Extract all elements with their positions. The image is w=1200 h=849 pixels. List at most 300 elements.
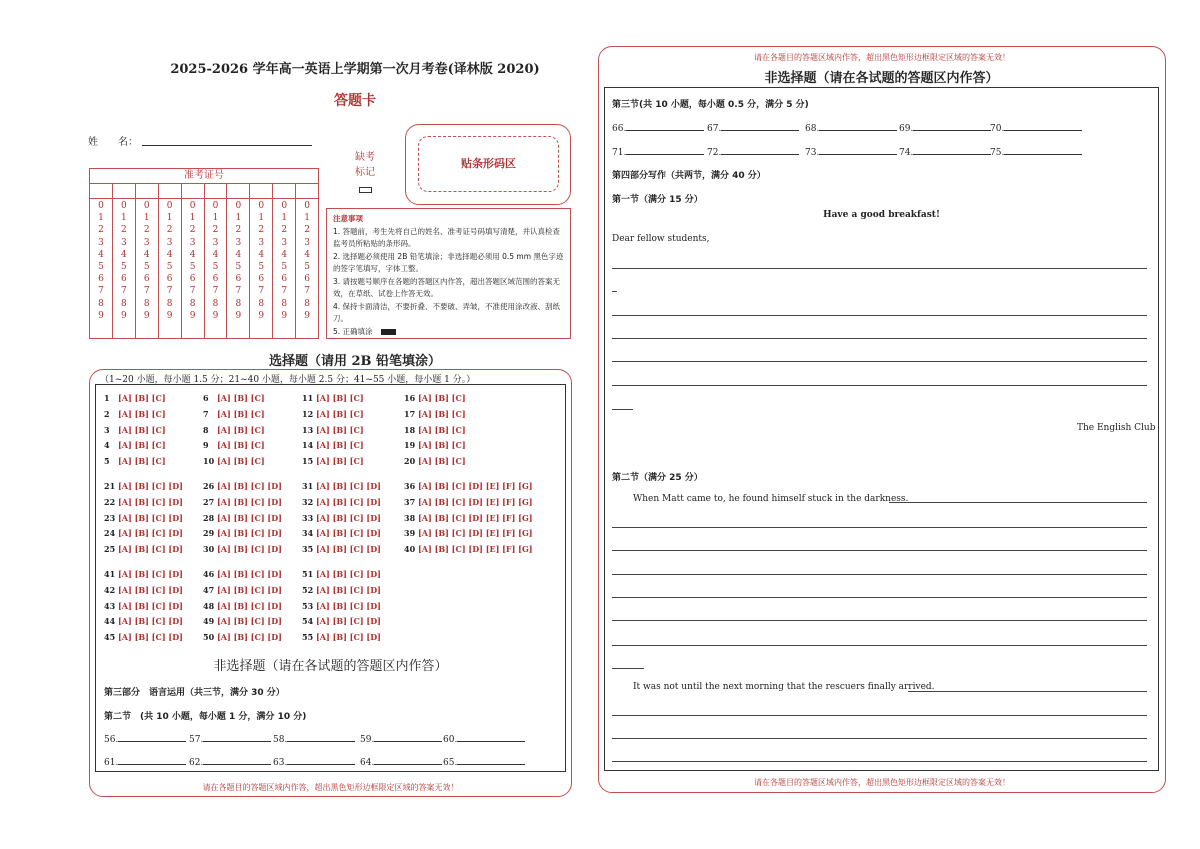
answer-bubbles[interactable]: [A] [B] [C] <box>316 456 364 467</box>
exam-id-digit-bubble[interactable]: 8 <box>98 298 104 309</box>
question-51[interactable] <box>302 569 381 579</box>
exam-id-digit-bubble[interactable]: 0 <box>212 201 219 211</box>
answer-bubbles[interactable]: [A] [B] [C] [D] <box>316 481 381 491</box>
question-34[interactable] <box>302 528 381 538</box>
answer-bubbles[interactable]: [A] [B] [C] [D] <box>316 512 381 523</box>
blank-line[interactable] <box>374 756 442 765</box>
writing-line[interactable] <box>612 361 1147 362</box>
question-21[interactable] <box>104 481 183 491</box>
exam-id-digit-bubble[interactable]: 0 <box>189 201 196 211</box>
exam-id-entry-cell[interactable] <box>136 184 159 198</box>
question-number: 2 <box>104 408 110 419</box>
question-40[interactable] <box>404 544 533 554</box>
exam-id-digit-bubble[interactable]: 5 <box>235 262 242 273</box>
exam-id-digit-bubble[interactable]: 6 <box>98 274 104 285</box>
question-24[interactable] <box>104 528 183 538</box>
writing-line[interactable] <box>612 527 1147 528</box>
exam-id-digit-bubble[interactable]: 3 <box>258 237 265 248</box>
exam-id-entry-cell[interactable] <box>182 184 205 198</box>
exam-id-digit-bubble[interactable]: 9 <box>120 310 127 321</box>
exam-id-digit-bubble[interactable]: 8 <box>143 298 150 309</box>
exam-id-digit-bubble[interactable]: 0 <box>258 201 265 211</box>
answer-bubbles[interactable]: [A] [B] [C] [D] <box>316 584 381 595</box>
blank-line[interactable] <box>287 733 355 742</box>
question-10[interactable] <box>203 456 265 466</box>
question-4[interactable] <box>104 440 166 450</box>
answer-bubbles[interactable]: [A] [B] [C] [D] <box>217 569 282 579</box>
blank-line[interactable] <box>819 146 897 155</box>
exam-id-entry-cell[interactable] <box>250 184 273 198</box>
blank-line[interactable] <box>721 146 799 155</box>
exam-id-digit-bubble[interactable]: 6 <box>189 274 196 285</box>
exam-id-digit-bubble[interactable]: 7 <box>258 286 265 297</box>
fill-blank-63[interactable] <box>273 756 355 768</box>
exam-id-digit-bubble[interactable]: 3 <box>281 237 288 248</box>
exam-id-digit-bubble[interactable]: 6 <box>212 274 219 285</box>
question-37[interactable] <box>404 497 533 507</box>
exam-id-digit-bubble[interactable]: 6 <box>143 274 150 285</box>
exam-id-digit-bubble[interactable]: 3 <box>235 237 242 248</box>
answer-bubbles[interactable]: [A] [B] [C] <box>316 393 364 403</box>
answer-bubbles[interactable]: [A] [B] [C] [D] <box>316 600 381 611</box>
blank-line[interactable] <box>118 733 186 742</box>
answer-bubbles[interactable]: [A] [B] [C] [D] <box>316 616 381 627</box>
fill-blank-57[interactable] <box>189 733 271 745</box>
exam-id-digit-bubble[interactable]: 5 <box>189 262 196 273</box>
exam-id-digit-bubble[interactable]: 2 <box>304 225 310 236</box>
question-15[interactable] <box>302 456 364 466</box>
exam-id-digit-bubble[interactable]: 4 <box>189 249 196 260</box>
question-28[interactable] <box>203 513 282 523</box>
exam-id-digit-bubble[interactable]: 0 <box>120 201 127 211</box>
question-52[interactable] <box>302 585 381 595</box>
exam-id-digit-bubble[interactable]: 8 <box>258 298 265 309</box>
answer-bubbles[interactable]: [A] [B] [C] [D] [E] [F] [G] <box>418 496 533 507</box>
writing-line[interactable] <box>889 502 1147 503</box>
exam-id-digit-bubble[interactable]: 7 <box>143 286 150 297</box>
exam-id-digit-bubble[interactable]: 2 <box>98 225 104 236</box>
exam-id-digit-bubble[interactable]: 4 <box>304 249 310 260</box>
exam-id-digit-bubble[interactable]: 9 <box>166 310 173 321</box>
exam-id-digit-bubble[interactable]: 7 <box>120 286 127 297</box>
question-36[interactable] <box>404 481 533 491</box>
blank-line[interactable] <box>721 122 799 131</box>
exam-id-digit-bubble[interactable]: 6 <box>304 274 310 285</box>
question-38[interactable] <box>404 513 533 523</box>
answer-bubbles[interactable]: [A] [B] [C] [D] <box>118 569 183 579</box>
writing-line[interactable] <box>908 691 1147 692</box>
exam-id-digit-bubble[interactable]: 8 <box>189 298 196 309</box>
exam-id-entry-cell[interactable] <box>227 184 250 198</box>
exam-id-digit-bubble[interactable]: 5 <box>281 262 288 273</box>
answer-bubbles[interactable]: [A] [B] [C] <box>418 456 466 467</box>
exam-id-digit-bubble[interactable]: 1 <box>212 213 219 224</box>
question-5[interactable] <box>104 456 166 466</box>
question-12[interactable] <box>302 409 364 419</box>
answer-bubbles[interactable]: [A] [B] [C] [D] <box>316 544 381 555</box>
question-26[interactable] <box>203 481 282 491</box>
writing-line[interactable] <box>612 409 633 410</box>
exam-id-digit-bubble[interactable]: 1 <box>98 213 104 224</box>
question-14[interactable] <box>302 440 364 450</box>
blank-line[interactable] <box>1004 122 1082 131</box>
exam-id-digit-bubble[interactable]: 2 <box>120 225 127 236</box>
exam-id-digit-bubble[interactable]: 8 <box>212 298 219 309</box>
exam-id-digit-bubble[interactable]: 0 <box>235 201 242 211</box>
question-22[interactable] <box>104 497 183 507</box>
exam-id-digit-bubble[interactable]: 6 <box>258 274 265 285</box>
fill-blank-60[interactable] <box>443 733 525 745</box>
question-19[interactable] <box>404 440 466 450</box>
exam-id-digit-bubble[interactable]: 4 <box>143 249 150 260</box>
answer-bubbles[interactable]: [A] [B] [C] [D] <box>316 496 381 507</box>
exam-id-digit-bubble[interactable]: 2 <box>143 225 150 236</box>
writing-line[interactable] <box>612 761 1147 762</box>
question-9[interactable] <box>203 440 265 450</box>
question-30[interactable] <box>203 544 282 554</box>
fill-blank-74[interactable] <box>899 146 991 158</box>
answer-bubbles[interactable]: [A] [B] [C] [D] [E] [F] [G] <box>418 512 533 523</box>
fill-blank-70[interactable] <box>990 122 1082 134</box>
exam-id-digit-bubble[interactable]: 3 <box>304 237 310 248</box>
question-53[interactable] <box>302 601 381 611</box>
exam-id-digit-bubble[interactable]: 9 <box>98 310 104 321</box>
answer-bubbles[interactable]: [A] [B] [C] <box>217 393 265 403</box>
writing-line[interactable] <box>612 574 1147 575</box>
answer-bubbles[interactable]: [A] [B] [C] [D] <box>118 544 183 555</box>
question-17[interactable] <box>404 409 466 419</box>
question-number: 44 <box>104 616 116 627</box>
writing-line[interactable] <box>612 315 1147 316</box>
question-7[interactable] <box>203 409 265 419</box>
blank-number: 60. <box>443 735 458 745</box>
exam-id-digit-bubble[interactable]: 6 <box>166 274 173 285</box>
writing1-title: Have a good breakfast! <box>823 210 940 220</box>
question-8[interactable] <box>203 425 265 435</box>
question-46[interactable] <box>203 569 282 579</box>
blank-line[interactable] <box>457 733 525 742</box>
question-20[interactable] <box>404 456 466 466</box>
exam-id-digit-bubble[interactable]: 5 <box>120 262 127 273</box>
exam-id-digit-bubble[interactable]: 7 <box>166 286 173 297</box>
exam-id-digit-bubble[interactable]: 2 <box>212 225 219 236</box>
exam-id-digit-bubble[interactable]: 8 <box>281 298 288 309</box>
exam-id-digit-bubble[interactable]: 3 <box>189 237 196 248</box>
exam-id-digit-bubble[interactable]: 9 <box>235 310 242 321</box>
blank-line[interactable] <box>913 146 991 155</box>
exam-id-digit-bubble[interactable]: 1 <box>258 213 265 224</box>
blank-line[interactable] <box>287 756 355 765</box>
exam-id-digit-bubble[interactable]: 3 <box>143 237 150 248</box>
exam-id-digit-bubble[interactable]: 7 <box>98 286 104 297</box>
question-32[interactable] <box>302 497 381 507</box>
exam-id-digit-bubble[interactable]: 8 <box>304 298 310 309</box>
question-45[interactable] <box>104 632 183 642</box>
writing-line[interactable] <box>612 550 1147 551</box>
writing-line[interactable] <box>612 268 1147 269</box>
answer-bubbles[interactable]: [A] [B] [C] <box>316 424 364 435</box>
exam-id-digit-bubble[interactable]: 2 <box>189 225 196 236</box>
blank-line[interactable] <box>374 733 442 742</box>
exam-id-digit-bubble[interactable]: 4 <box>235 249 242 260</box>
fill-blank-62[interactable] <box>189 756 271 768</box>
exam-id-entry-cell[interactable] <box>90 184 113 198</box>
exam-id-digit-bubble[interactable]: 0 <box>143 201 150 211</box>
writing-line[interactable] <box>612 597 1147 598</box>
exam-id-digit-bubble[interactable]: 0 <box>281 201 288 211</box>
exam-id-digit-bubble[interactable]: 1 <box>304 213 310 224</box>
fill-blank-73[interactable] <box>805 146 897 158</box>
exam-id-entry-cell[interactable] <box>159 184 182 198</box>
writing-line[interactable] <box>612 338 1147 339</box>
exam-id-digit-bubble[interactable]: 2 <box>281 225 288 236</box>
exam-id-digit-bubble[interactable]: 7 <box>281 286 288 297</box>
answer-bubbles[interactable]: [A] [B] [C] [D] <box>217 528 282 539</box>
fill-blank-69[interactable] <box>899 122 991 134</box>
exam-id-digit-bubble[interactable]: 1 <box>120 213 127 224</box>
question-2[interactable] <box>104 409 166 419</box>
exam-id-digit-bubble[interactable]: 1 <box>166 213 173 224</box>
exam-id-digit-bubble[interactable]: 3 <box>98 237 104 248</box>
exam-id-digit-bubble[interactable]: 4 <box>120 249 127 260</box>
section3-heading: 第三节(共 10 小题，每小题 0.5 分，满分 5 分) <box>612 100 809 110</box>
answer-bubbles[interactable]: [A] [B] [C] <box>418 440 466 451</box>
exam-id-digit-bubble[interactable]: 5 <box>212 262 219 273</box>
exam-id-digit-bubble[interactable]: 6 <box>235 274 242 285</box>
blank-line[interactable] <box>203 756 271 765</box>
answer-bubbles[interactable]: [A] [B] [C] [D] <box>316 528 381 539</box>
answer-bubbles[interactable]: [A] [B] [C] [D] <box>118 632 183 643</box>
exam-id-digit-bubble[interactable]: 3 <box>212 237 219 248</box>
answer-bubbles[interactable]: [A] [B] [C] <box>418 408 466 419</box>
question-1[interactable] <box>104 393 166 403</box>
answer-bubbles[interactable]: [A] [B] [C] <box>118 424 166 435</box>
exam-id-digit-bubble[interactable]: 9 <box>304 310 310 321</box>
exam-id-digit-bubble[interactable]: 9 <box>212 310 219 321</box>
writing-line[interactable] <box>612 620 1147 621</box>
question-48[interactable] <box>203 601 282 611</box>
question-number: 47 <box>203 584 215 595</box>
exam-id-digit-bubble[interactable]: 5 <box>98 262 104 273</box>
exam-id-grid[interactable] <box>89 168 319 339</box>
missing-mark-checkbox[interactable] <box>359 187 372 193</box>
blank-number: 73. <box>805 148 820 158</box>
answer-bubbles[interactable]: [A] [B] [C] <box>418 424 466 435</box>
exam-id-digit-bubble[interactable]: 5 <box>258 262 265 273</box>
blank-line[interactable] <box>203 733 271 742</box>
answer-bubbles[interactable]: [A] [B] [C] <box>118 408 166 419</box>
question-13[interactable] <box>302 425 364 435</box>
question-43[interactable] <box>104 601 183 611</box>
exam-id-digit-bubble[interactable]: 9 <box>258 310 265 321</box>
exam-id-digit-bubble[interactable]: 8 <box>120 298 127 309</box>
exam-id-entry-cell[interactable] <box>113 184 136 198</box>
answer-bubbles[interactable]: [A] [B] [C] [D] <box>118 481 183 491</box>
exam-id-entry-cell[interactable] <box>296 184 318 198</box>
blank-number: 66. <box>612 124 627 134</box>
question-50[interactable] <box>203 632 282 642</box>
exam-id-digit-bubble[interactable]: 1 <box>235 213 242 224</box>
exam-id-digit-bubble[interactable]: 8 <box>166 298 173 309</box>
exam-id-digit-bubble[interactable]: 6 <box>120 274 127 285</box>
exam-id-digit-bubble[interactable]: 2 <box>235 225 242 236</box>
fill-blank-59[interactable] <box>360 733 442 745</box>
exam-id-digit-bubble[interactable]: 1 <box>189 213 196 224</box>
fill-blank-65[interactable] <box>443 756 525 768</box>
fill-blank-71[interactable] <box>612 146 704 158</box>
exam-id-digit-bubble[interactable]: 4 <box>212 249 219 260</box>
question-6[interactable] <box>203 393 265 403</box>
answer-bubbles[interactable]: [A] [B] [C] [D] <box>217 616 282 627</box>
blank-line[interactable] <box>626 122 704 131</box>
writing-line[interactable] <box>612 291 617 292</box>
question-55[interactable] <box>302 632 381 642</box>
answer-bubbles[interactable]: [A] [B] [C] <box>118 393 166 403</box>
answer-bubbles[interactable]: [A] [B] [C] <box>118 440 166 451</box>
exam-id-digit-bubble[interactable]: 7 <box>189 286 196 297</box>
question-number: 51 <box>302 569 314 579</box>
fill-blank-64[interactable] <box>360 756 442 768</box>
exam-id-digit-bubble[interactable]: 5 <box>143 262 150 273</box>
fill-blank-56[interactable] <box>104 733 186 745</box>
exam-id-digit-bubble[interactable]: 9 <box>281 310 288 321</box>
answer-bubbles[interactable]: [A] [B] [C] [D] <box>118 512 183 523</box>
exam-id-digit-bubble[interactable]: 0 <box>98 201 104 211</box>
answer-bubbles[interactable]: [A] [B] [C] [D] <box>316 632 381 643</box>
answer-bubbles[interactable]: [A] [B] [C] [D] <box>118 616 183 627</box>
fill-blank-61[interactable] <box>104 756 186 768</box>
question-27[interactable] <box>203 497 282 507</box>
writing-line[interactable] <box>612 645 1147 646</box>
question-number: 13 <box>302 424 314 435</box>
exam-id-digit-bubble[interactable]: 3 <box>166 237 173 248</box>
answer-bubbles[interactable]: [A] [B] [C] [D] [E] [F] [G] <box>418 528 533 539</box>
exam-id-digit-bubble[interactable]: 9 <box>143 310 150 321</box>
writing-line[interactable] <box>612 385 1147 386</box>
blank-line[interactable] <box>626 146 704 155</box>
exam-id-entry-cell[interactable] <box>273 184 296 198</box>
exam-id-digit-bubble[interactable]: 2 <box>258 225 265 236</box>
answer-bubbles[interactable]: [A] [B] [C] [D] <box>118 496 183 507</box>
answer-bubbles[interactable]: [A] [B] [C] <box>217 424 265 435</box>
answer-bubbles[interactable]: [A] [B] [C] [D] <box>217 512 282 523</box>
exam-id-digit-bubble[interactable]: 7 <box>304 286 310 297</box>
fill-blank-66[interactable] <box>612 122 704 134</box>
answer-bubbles[interactable]: [A] [B] [C] [D] <box>217 544 282 555</box>
exam-id-digit-bubble[interactable]: 1 <box>143 213 150 224</box>
question-16[interactable] <box>404 393 466 403</box>
question-47[interactable] <box>203 585 282 595</box>
answer-bubbles[interactable]: [A] [B] [C] [D] <box>217 584 282 595</box>
name-label: 姓 名： <box>88 137 138 148</box>
question-41[interactable] <box>104 569 183 579</box>
name-field[interactable] <box>142 145 312 146</box>
question-54[interactable] <box>302 616 381 626</box>
blank-number: 63. <box>273 758 288 768</box>
exam-id-digit-bubble[interactable]: 9 <box>189 310 196 321</box>
answer-bubbles[interactable]: [A] [B] [C] [D] [E] [F] [G] <box>418 481 533 491</box>
exam-id-digit-bubble[interactable]: 4 <box>258 249 265 260</box>
answer-bubbles[interactable]: [A] [B] [C] [D] <box>217 600 282 611</box>
exam-id-digit-bubble[interactable]: 6 <box>281 274 288 285</box>
answer-bubbles[interactable]: [A] [B] [C] [D] <box>118 528 183 539</box>
answer-bubbles[interactable]: [A] [B] [C] <box>217 440 265 451</box>
writing-line[interactable] <box>612 738 1147 739</box>
question-39[interactable] <box>404 528 533 538</box>
blank-line[interactable] <box>819 122 897 131</box>
answer-bubbles[interactable]: [A] [B] [C] <box>217 408 265 419</box>
blank-line[interactable] <box>913 122 991 131</box>
exam-id-digit-bubble[interactable]: 2 <box>166 225 173 236</box>
question-18[interactable] <box>404 425 466 435</box>
fill-blank-72[interactable] <box>707 146 799 158</box>
fill-blank-67[interactable] <box>707 122 799 134</box>
question-number: 3 <box>104 424 110 435</box>
blank-line[interactable] <box>1004 146 1082 155</box>
writing-line[interactable] <box>612 715 1147 716</box>
exam-id-digit-bubble[interactable]: 7 <box>235 286 242 297</box>
answer-bubbles[interactable]: [A] [B] [C] <box>118 456 166 467</box>
question-number: 10 <box>203 456 215 467</box>
exam-id-entry-cell[interactable] <box>205 184 228 198</box>
answer-bubbles[interactable]: [A] [B] [C] <box>316 440 364 451</box>
question-35[interactable] <box>302 544 381 554</box>
exam-id-digit-bubble[interactable]: 0 <box>166 201 173 211</box>
blank-line[interactable] <box>118 756 186 765</box>
fill-blank-75[interactable] <box>990 146 1082 158</box>
right-bottom-warning: 请在各题目的答题区域内作答，超出黑色矩形边框限定区域的答案无效！ <box>754 778 1010 787</box>
exam-id-digit-bubble[interactable]: 4 <box>98 249 104 260</box>
question-33[interactable] <box>302 513 381 523</box>
question-29[interactable] <box>203 528 282 538</box>
exam-id-digit-bubble[interactable]: 3 <box>120 237 127 248</box>
question-44[interactable] <box>104 616 183 626</box>
fill-blank-58[interactable] <box>273 733 355 745</box>
blank-number: 58. <box>273 735 288 745</box>
blank-line[interactable] <box>457 756 525 765</box>
answer-bubbles[interactable]: [A] [B] [C] <box>217 456 265 467</box>
answer-bubbles[interactable]: [A] [B] [C] [D] <box>316 569 381 579</box>
answer-bubbles[interactable]: [A] [B] [C] [D] <box>217 496 282 507</box>
answer-bubbles[interactable]: [A] [B] [C] [D] <box>118 584 183 595</box>
answer-bubbles[interactable]: [A] [B] [C] [D] <box>217 481 282 491</box>
exam-id-digit-bubble[interactable]: 7 <box>212 286 219 297</box>
exam-id-digit-bubble[interactable]: 1 <box>281 213 288 224</box>
question-25[interactable] <box>104 544 183 554</box>
exam-id-digit-bubble[interactable]: 5 <box>166 262 173 273</box>
answer-bubbles[interactable]: [A] [B] [C] <box>316 408 364 419</box>
exam-id-digit-bubble[interactable]: 8 <box>235 298 242 309</box>
question-42[interactable] <box>104 585 183 595</box>
exam-id-digit-bubble[interactable]: 4 <box>281 249 288 260</box>
exam-id-digit-bubble[interactable]: 0 <box>304 201 310 211</box>
question-31[interactable] <box>302 481 381 491</box>
question-49[interactable] <box>203 616 282 626</box>
exam-id-digit-bubble[interactable]: 4 <box>166 249 173 260</box>
question-3[interactable] <box>104 425 166 435</box>
fill-blank-68[interactable] <box>805 122 897 134</box>
answer-bubbles[interactable]: [A] [B] [C] [D] <box>118 600 183 611</box>
question-23[interactable] <box>104 513 183 523</box>
writing2-heading: 第二节（满分 25 分） <box>612 473 703 483</box>
question-number: 29 <box>203 528 215 539</box>
writing-line[interactable] <box>612 668 644 669</box>
answer-bubbles[interactable]: [A] [B] [C] [D] [E] [F] [G] <box>418 544 533 555</box>
answer-bubbles[interactable]: [A] [B] [C] [D] <box>217 632 282 643</box>
question-11[interactable] <box>302 393 364 403</box>
answer-bubbles[interactable]: [A] [B] [C] <box>418 393 466 403</box>
exam-id-digit-bubble[interactable]: 5 <box>304 262 310 273</box>
